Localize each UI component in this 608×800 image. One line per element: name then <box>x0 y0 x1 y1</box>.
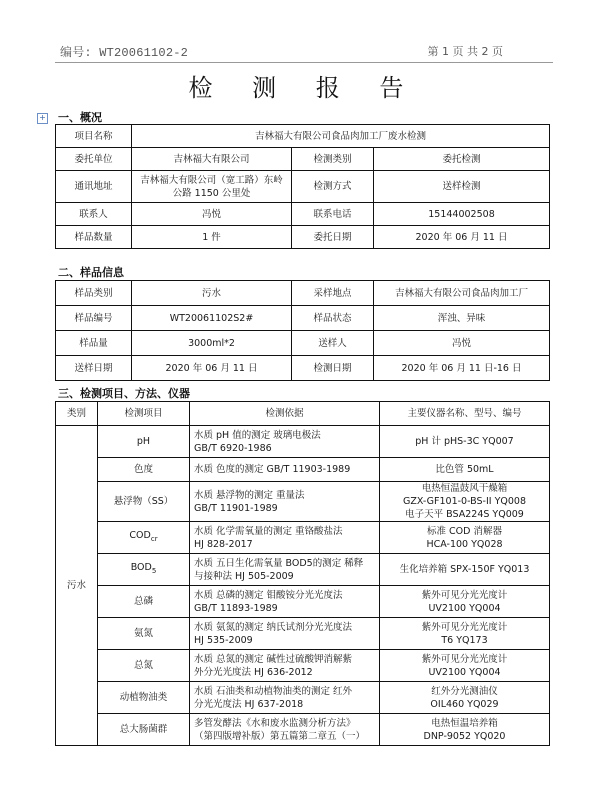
test-date-value: 2020 年 06 月 11 日-16 日 <box>374 356 550 381</box>
section-heading-sample-info: 二、样品信息 <box>58 266 124 279</box>
method-basis <box>190 458 380 482</box>
method-row <box>56 522 550 554</box>
method-instrument <box>380 714 550 746</box>
method-basis-line: GB/T 11901-1989 <box>194 502 278 514</box>
method-instrument <box>380 554 550 586</box>
method-basis-line: GB/T 11893-1989 <box>194 602 278 614</box>
sample-type-value: 污水 <box>132 281 292 306</box>
test-type-label: 检测类别 <box>292 148 374 171</box>
method-item-subscript: cr <box>150 534 158 543</box>
col-header-instrument: 主要仪器名称、型号、编号 <box>380 402 550 426</box>
sample-info-table <box>55 280 550 381</box>
method-value: 送样检测 <box>374 171 550 203</box>
method-item-label: 悬浮物（SS） <box>113 496 174 507</box>
method-instrument-line: 电子天平 BSA224S YQ009 <box>405 509 524 520</box>
method-basis <box>190 682 380 714</box>
method-basis-line: GB/T 6920-1986 <box>194 442 272 454</box>
method-basis <box>190 618 380 650</box>
methods-table <box>55 401 550 746</box>
method-instrument-line: 紫外可见分光光度计 <box>421 589 508 601</box>
method-basis <box>190 586 380 618</box>
sender-value: 冯悦 <box>374 331 550 356</box>
method-instrument <box>380 650 550 682</box>
header-divider <box>55 62 553 63</box>
method-label: 检测方式 <box>292 171 374 203</box>
document-number: 编号: WT20061102-2 <box>60 46 189 60</box>
method-basis <box>190 482 380 522</box>
method-basis-line: HJ 535-2009 <box>194 634 253 646</box>
method-basis-line: 水质 总氮的测定 碱性过硫酸钾消解紫 <box>194 653 353 665</box>
method-basis-line: 分光光度法 HJ 637-2018 <box>194 698 304 710</box>
method-instrument-line: HCA-100 YQ028 <box>426 538 503 550</box>
test-type-value: 委托检测 <box>374 148 550 171</box>
contact-label: 联系人 <box>56 203 132 226</box>
quantity-value: 1 件 <box>132 226 292 249</box>
phone-value: 15144002508 <box>374 203 550 226</box>
method-row <box>56 714 550 746</box>
page-title: 检 测 报 告 <box>188 74 420 102</box>
col-header-basis: 检测依据 <box>190 402 380 426</box>
send-date-value: 2020 年 06 月 11 日 <box>132 356 292 381</box>
method-instrument-line: 标准 COD 消解器 <box>427 525 502 537</box>
method-instrument-line: OIL460 YQ029 <box>430 698 499 710</box>
method-instrument-line: 紫外可见分光光度计 <box>421 621 508 633</box>
method-instrument-line: 电热恒温鼓风干燥箱 <box>421 483 508 494</box>
method-basis-line: HJ 828-2017 <box>194 538 253 550</box>
category-cell: 污水 <box>56 426 98 746</box>
method-item <box>98 682 190 714</box>
sample-amount-value: 3000ml*2 <box>132 331 292 356</box>
method-basis-line: 多管发酵法《水和废水监测分析方法》 <box>194 717 356 729</box>
method-instrument-line: 比色管 50mL <box>435 464 494 475</box>
method-item <box>98 522 190 554</box>
method-instrument-line: 紫外可见分光光度计 <box>421 653 508 665</box>
method-basis-line: （第四版增补版）第五篇第二章五（一） <box>194 730 366 742</box>
method-instrument-line: GZX-GF101-0-BS-II YQ008 <box>402 496 527 507</box>
method-basis <box>190 650 380 682</box>
method-instrument <box>380 682 550 714</box>
project-label: 项目名称 <box>56 125 132 148</box>
test-date-label: 检测日期 <box>292 356 374 381</box>
method-basis <box>190 522 380 554</box>
method-row <box>56 618 550 650</box>
method-basis <box>190 554 380 586</box>
method-basis-line: 水质 pH 值的测定 玻璃电极法 <box>194 429 321 441</box>
method-item-label: BOD <box>130 562 152 574</box>
method-row <box>56 586 550 618</box>
method-item <box>98 586 190 618</box>
section-heading-overview: 一、概况 <box>58 111 102 124</box>
method-basis-line: 水质 氨氮的测定 纳氏试剂分光光度法 <box>194 621 353 633</box>
address-line-2: 公路 1150 公里处 <box>172 187 251 199</box>
method-item <box>98 618 190 650</box>
address-label: 通讯地址 <box>56 171 132 203</box>
method-basis-line: 水质 五日生化需氧量 BOD5的测定 稀释 <box>194 557 364 569</box>
method-row <box>56 458 550 482</box>
method-basis <box>190 426 380 458</box>
method-row <box>56 650 550 682</box>
method-basis <box>190 714 380 746</box>
method-item <box>98 650 190 682</box>
method-item <box>98 482 190 522</box>
method-instrument-line: 红外分光测油仪 <box>431 685 498 697</box>
method-basis-line: 水质 总磷的测定 钼酸铵分光光度法 <box>194 589 343 601</box>
quantity-label: 样品数量 <box>56 226 132 249</box>
method-item-label: 总磷 <box>133 596 153 607</box>
method-item-label: 动植物油类 <box>119 692 168 703</box>
project-value: 吉林福大有限公司食品肉加工厂废水检测 <box>132 125 550 148</box>
method-instrument <box>380 482 550 522</box>
method-item-subscript: 5 <box>151 566 157 575</box>
method-item <box>98 426 190 458</box>
client-label: 委托单位 <box>56 148 132 171</box>
section-heading-methods: 三、检测项目、方法、仪器 <box>58 387 190 400</box>
table-move-handle-icon[interactable]: + <box>37 113 48 124</box>
sample-amount-label: 样品量 <box>56 331 132 356</box>
method-instrument <box>380 426 550 458</box>
page-indicator: 第 1 页 共 2 页 <box>427 45 503 58</box>
method-item-label: 氨氮 <box>133 628 153 639</box>
sender-label: 送样人 <box>292 331 374 356</box>
method-basis-line: 水质 色度的测定 GB/T 11903-1989 <box>194 464 351 475</box>
method-basis-line: 外分光光度法 HJ 636-2012 <box>194 666 313 678</box>
col-header-item: 检测项目 <box>98 402 190 426</box>
client-value: 吉林福大有限公司 <box>132 148 292 171</box>
method-basis-line: 水质 石油类和动植物油类的测定 红外 <box>194 685 353 697</box>
contact-value: 冯悦 <box>132 203 292 226</box>
method-basis-line: 水质 悬浮物的测定 重量法 <box>194 489 305 501</box>
method-instrument-line: UV2100 YQ004 <box>428 602 501 614</box>
method-instrument-line: DNP-9052 YQ020 <box>423 730 506 742</box>
commission-date-value: 2020 年 06 月 11 日 <box>374 226 550 249</box>
overview-table <box>55 124 550 249</box>
method-item-label: pH <box>136 436 151 447</box>
method-item-label: 总大肠菌群 <box>119 724 168 735</box>
method-instrument-line: 生化培养箱 SPX-150F YQ013 <box>399 564 530 575</box>
sample-number-label: 样品编号 <box>56 306 132 331</box>
sample-type-label: 样品类别 <box>56 281 132 306</box>
col-header-category: 类别 <box>56 402 98 426</box>
method-item-label: 色度 <box>133 464 153 475</box>
method-item-label: COD <box>129 530 151 542</box>
method-instrument-line: pH 计 pHS-3C YQ007 <box>415 436 514 447</box>
address-line-1: 吉林福大有限公司（宽工路）东岭 <box>140 174 283 186</box>
method-row <box>56 682 550 714</box>
method-instrument <box>380 586 550 618</box>
method-instrument-line: T6 YQ173 <box>441 634 488 646</box>
method-row <box>56 554 550 586</box>
method-instrument <box>380 458 550 482</box>
method-basis-line: 与接种法 HJ 505-2009 <box>194 570 294 582</box>
address-value <box>132 171 292 203</box>
send-date-label: 送样日期 <box>56 356 132 381</box>
method-instrument <box>380 618 550 650</box>
method-row <box>56 482 550 522</box>
commission-date-label: 委托日期 <box>292 226 374 249</box>
method-instrument-line: UV2100 YQ004 <box>428 666 501 678</box>
sample-state-label: 样品状态 <box>292 306 374 331</box>
method-item <box>98 458 190 482</box>
method-instrument-line: 电热恒温培养箱 <box>431 717 498 729</box>
sample-number-value: WT20061102S2# <box>132 306 292 331</box>
sampling-site-value: 吉林福大有限公司食品肉加工厂 <box>374 281 550 306</box>
sample-state-value: 浑浊、异味 <box>374 306 550 331</box>
method-instrument <box>380 522 550 554</box>
method-item-label: 总氮 <box>133 660 153 671</box>
method-row <box>56 426 550 458</box>
method-basis-line: 水质 化学需氧量的测定 重铬酸盐法 <box>194 525 343 537</box>
sampling-site-label: 采样地点 <box>292 281 374 306</box>
phone-label: 联系电话 <box>292 203 374 226</box>
method-item <box>98 554 190 586</box>
method-item <box>98 714 190 746</box>
